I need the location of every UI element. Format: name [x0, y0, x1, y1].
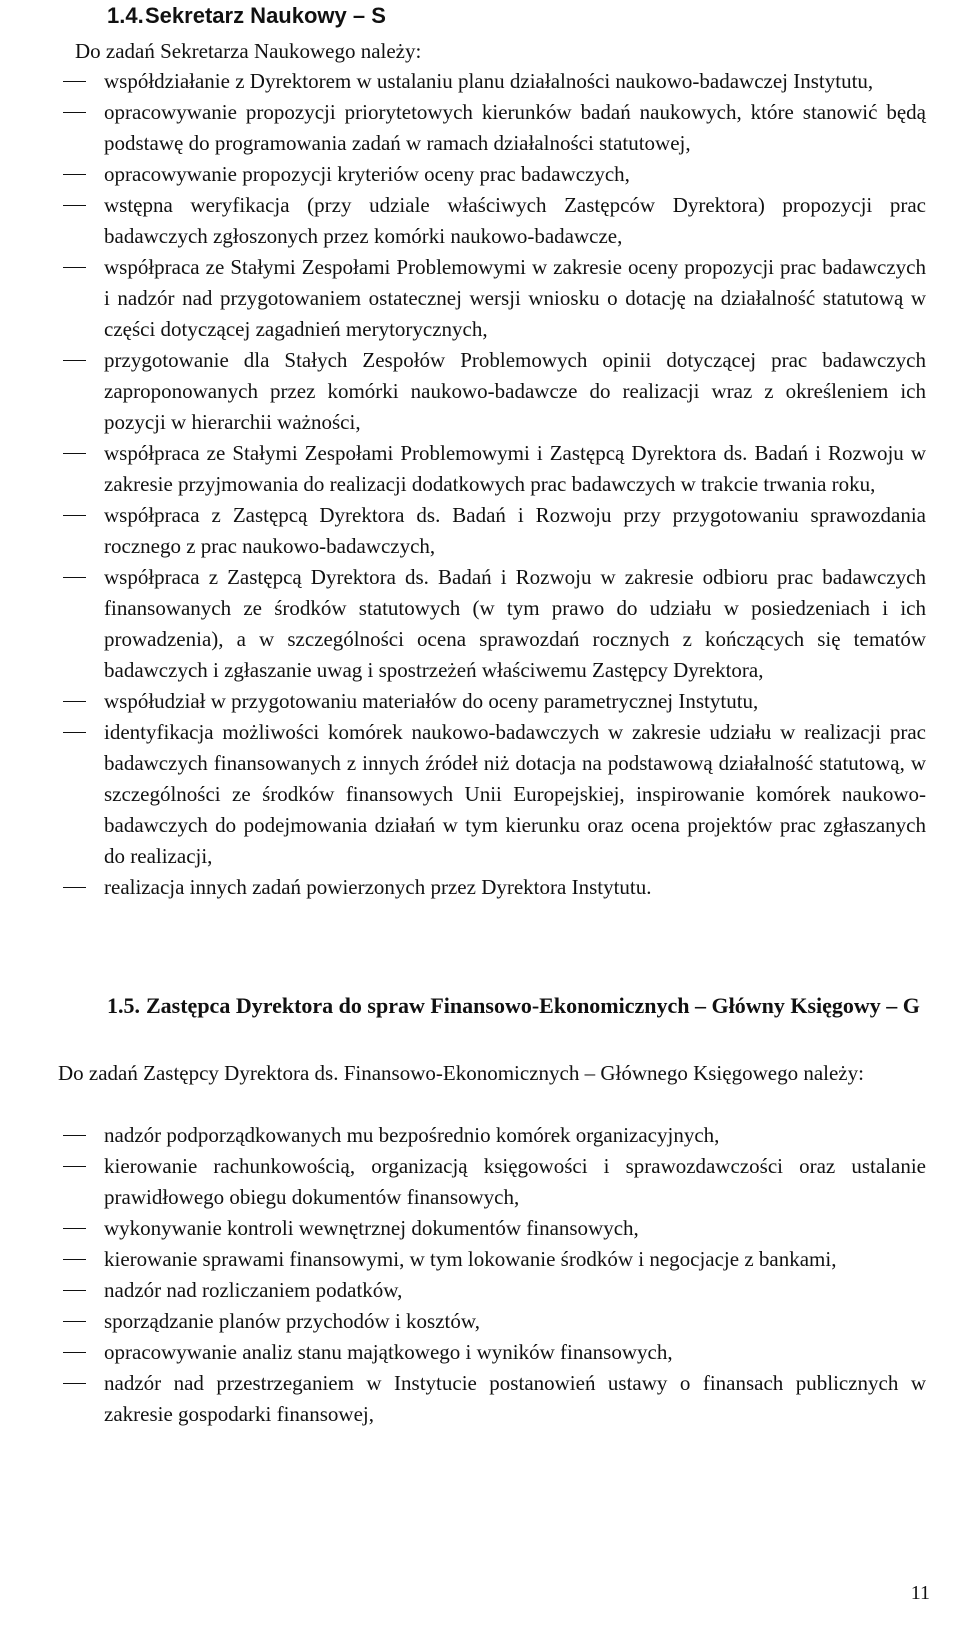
list-item: opracowywanie propozycji kryteriów oceny prac badawczych, — [0, 159, 926, 190]
dash-bullet — [63, 1383, 86, 1384]
dash-bullet — [63, 1321, 86, 1322]
list-item: kierowanie sprawami finansowymi, w tym lokowanie środków i negocjacje z bankami, — [0, 1244, 926, 1275]
dash-bullet — [63, 205, 86, 206]
dash-bullet — [63, 1228, 86, 1229]
list-item: współudział w przygotowaniu materiałów do oceny parametrycznej Instytutu, — [0, 686, 926, 717]
list-item: nadzór nad przestrzeganiem w Instytucie postanowień ustawy o finansach publicznych w zakresie gospodarki finansowej, — [0, 1368, 926, 1430]
list-item: sporządzanie planów przychodów i kosztów, — [0, 1306, 926, 1337]
dash-bullet — [63, 701, 86, 702]
dash-bullet — [63, 577, 86, 578]
dash-bullet — [63, 81, 86, 82]
dash-bullet — [63, 887, 86, 888]
list-item: współpraca ze Stałymi Zespołami Problemowymi w zakresie oceny propozycji prac badawczych i nadzór nad przygotowaniem ostatecznej wersji wniosku o dotację na działalność statutową w części dotyczącej zagadnień merytorycznych, — [0, 252, 926, 345]
dash-bullet — [63, 1166, 86, 1167]
task-list-2 — [0, 1120, 960, 1430]
dash-bullet — [63, 1259, 86, 1260]
section-intro: Do zadań Zastępcy Dyrektora ds. Finansowo-Ekonomicznych – Głównego Księgowego należy: — [58, 1061, 864, 1085]
page-number: 11 — [910, 1582, 930, 1604]
task-list-1 — [0, 66, 960, 903]
dash-bullet — [63, 1352, 86, 1353]
list-item: nadzór nad rozliczaniem podatków, — [0, 1275, 926, 1306]
section-heading-1-4 — [107, 2, 386, 30]
dash-bullet — [63, 112, 86, 113]
dash-bullet — [63, 174, 86, 175]
section-title: Sekretarz Naukowy – S — [145, 3, 386, 28]
section-number: 1.5. — [107, 993, 140, 1018]
list-item: kierowanie rachunkowością, organizacją księgowości i sprawozdawczości oraz ustalanie prawidłowego obiegu dokumentów finansowych, — [0, 1151, 926, 1213]
dash-bullet — [63, 1290, 86, 1291]
list-item: wykonywanie kontroli wewnętrznej dokumentów finansowych, — [0, 1213, 926, 1244]
dash-bullet — [63, 360, 86, 361]
dash-bullet — [63, 1135, 86, 1136]
dash-bullet — [63, 515, 86, 516]
list-item: współpraca ze Stałymi Zespołami Problemowymi i Zastępcą Dyrektora ds. Badań i Rozwoju w zakresie przyjmowania do realizacji dodatkowych prac badawczych w trakcie trwania roku, — [0, 438, 926, 500]
section-heading-1-5 — [107, 990, 927, 1021]
section-number: 1.4. — [107, 3, 144, 28]
section-intro: Do zadań Sekretarza Naukowego należy: — [75, 39, 422, 63]
list-item: realizacja innych zadań powierzonych przez Dyrektora Instytutu. — [0, 872, 926, 903]
list-item: wstępna weryfikacja (przy udziale właściwych Zastępców Dyrektora) propozycji prac badawczych zgłoszonych przez komórki naukowo-badawcze, — [0, 190, 926, 252]
dash-bullet — [63, 732, 86, 733]
section-title: Zastępca Dyrektora do spraw Finansowo-Ekonomicznych – Główny Księgowy – G — [146, 993, 920, 1018]
list-item: opracowywanie analiz stanu majątkowego i wyników finansowych, — [0, 1337, 926, 1368]
list-item: identyfikacja możliwości komórek naukowo-badawczych w zakresie udziału w realizacji prac badawczych finansowanych z innych źródeł niż dotacja na podstawową działalność statutową, w szczególności ze środków finansowych Unii Europejskiej, inspirowanie komórek naukowo-badawczych do podejmowania działań w tym kierunku oraz ocena projektów prac zgłaszanych do realizacji, — [0, 717, 926, 872]
list-item: przygotowanie dla Stałych Zespołów Problemowych opinii dotyczącej prac badawczych zaproponowanych przez komórki naukowo-badawcze do realizacji wraz z określeniem ich pozycji w hierarchii ważności, — [0, 345, 926, 438]
list-item: współpraca z Zastępcą Dyrektora ds. Badań i Rozwoju w zakresie odbioru prac badawczych finansowanych ze środków statutowych (w tym prawo do udziału w posiedzeniach i ich prowadzenia), a w szczególności ocena sprawozdań rocznych z kończących się tematów badawczych i zgłaszanie uwag i spostrzeżeń właściwemu Zastępcy Dyrektora, — [0, 562, 926, 686]
list-item: współpraca z Zastępcą Dyrektora ds. Badań i Rozwoju przy przygotowaniu sprawozdania rocznego z prac naukowo-badawczych, — [0, 500, 926, 562]
dash-bullet — [63, 267, 86, 268]
dash-bullet — [63, 453, 86, 454]
list-item: nadzór podporządkowanych mu bezpośrednio komórek organizacyjnych, — [0, 1120, 926, 1151]
list-item: opracowywanie propozycji priorytetowych kierunków badań naukowych, które stanowić będą podstawę do programowania zadań w ramach działalności statutowej, — [0, 97, 926, 159]
list-item: współdziałanie z Dyrektorem w ustalaniu planu działalności naukowo-badawczej Instytutu, — [0, 66, 926, 97]
